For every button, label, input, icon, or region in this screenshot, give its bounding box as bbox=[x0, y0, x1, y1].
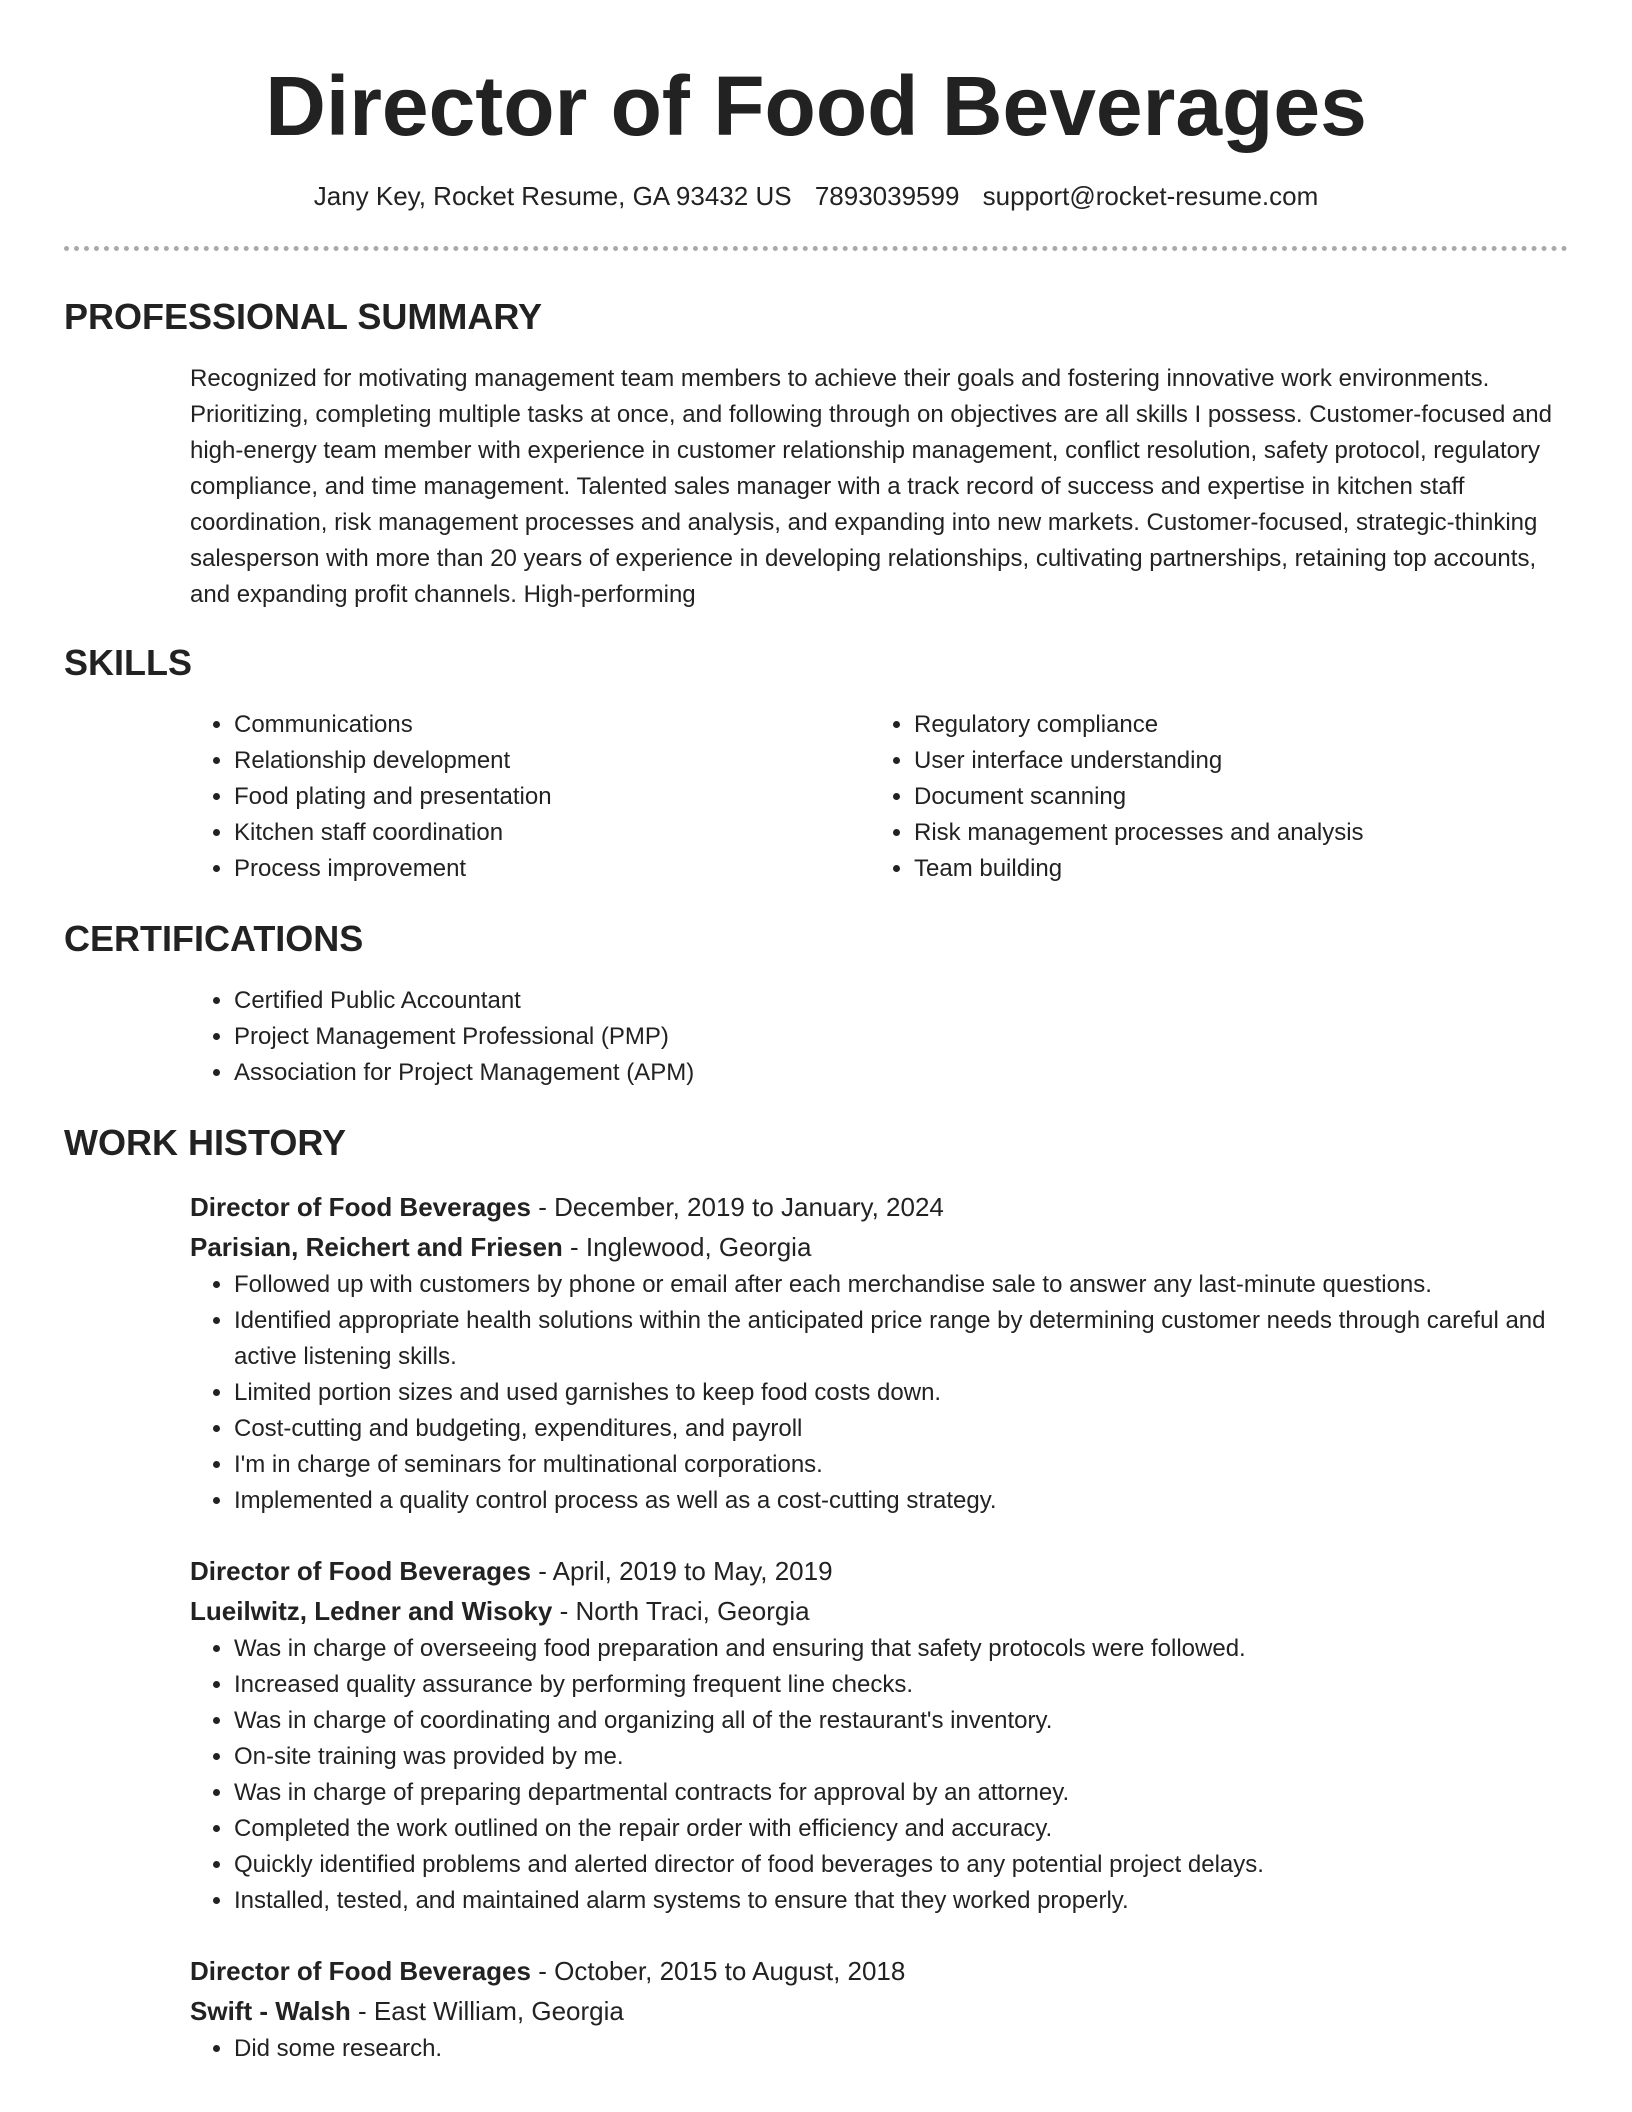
certification-item: • Project Management Professional (PMP) bbox=[234, 1019, 1568, 1055]
skill-item: • Regulatory compliance bbox=[914, 707, 1550, 743]
certification-item: • Certified Public Accountant bbox=[234, 983, 1568, 1019]
certification-item: • Association for Project Management (APM) bbox=[234, 1055, 1568, 1091]
job-dates: - December, 2019 to January, 2024 bbox=[530, 1192, 944, 1222]
skill-item: • Risk management processes and analysis bbox=[914, 815, 1550, 851]
skills-section bbox=[64, 641, 1568, 887]
job-company-line bbox=[190, 1591, 1568, 1631]
job-title: Director of Food Beverages bbox=[190, 1192, 531, 1222]
skill-item: • Process improvement bbox=[234, 851, 870, 887]
skill-item: • Food plating and presentation bbox=[234, 779, 870, 815]
skill-item: • Relationship development bbox=[234, 743, 870, 779]
job-company: Parisian, Reichert and Friesen bbox=[190, 1232, 563, 1262]
job-bullet: • Limited portion sizes and used garnishes to keep food costs down. bbox=[234, 1375, 1568, 1411]
contact-address: Jany Key, Rocket Resume, GA 93432 US bbox=[313, 181, 792, 211]
skill-item: • Team building bbox=[914, 851, 1550, 887]
job-title: Director of Food Beverages bbox=[190, 1956, 531, 1986]
job-bullet: • Was in charge of overseeing food preparation and ensuring that safety protocols were followed. bbox=[234, 1631, 1568, 1667]
job-location: - North Traci, Georgia bbox=[552, 1596, 810, 1626]
job-bullet: • Implemented a quality control process as well as a cost-cutting strategy. bbox=[234, 1483, 1568, 1519]
work-history-section bbox=[64, 1121, 1568, 2067]
skills-column-right bbox=[870, 707, 1550, 887]
summary-heading: PROFESSIONAL SUMMARY bbox=[64, 296, 543, 337]
contact-line bbox=[0, 178, 1632, 214]
header-divider bbox=[64, 246, 1568, 251]
certifications-heading: CERTIFICATIONS bbox=[64, 918, 364, 959]
work-history-heading: WORK HISTORY bbox=[64, 1122, 347, 1163]
job-company: Lueilwitz, Ledner and Wisoky bbox=[190, 1596, 553, 1626]
job-entry bbox=[190, 1187, 1568, 1519]
summary-text: Recognized for motivating management team members to achieve their goals and fostering innovative work environments. Prioritizing, completing multiple tasks at once, and following through on objectives are all skills I possess. Customer-focused and high-energy team member with experience in customer relationship management, conflict resolution, safety protocol, regulatory compliance, and time management. Talented sales manager with a track record of success and expertise in kitchen staff coordination, risk management processes and analysis, and expanding into new markets. Customer-focused, strategic-thinking salesperson with more than 20 years of experience in developing relationships, cultivating partnerships, retaining top accounts, and expanding profit channels. High-performing bbox=[190, 365, 1552, 608]
job-title-line bbox=[190, 1187, 1568, 1227]
job-company: Swift - Walsh bbox=[190, 1996, 351, 2026]
job-company-line bbox=[190, 1991, 1568, 2031]
job-bullet: • I'm in charge of seminars for multinational corporations. bbox=[234, 1447, 1568, 1483]
job-bullet: • Was in charge of preparing departmental contracts for approval by an attorney. bbox=[234, 1775, 1568, 1811]
skills-grid bbox=[190, 707, 1568, 887]
job-location: - East William, Georgia bbox=[350, 1996, 624, 2026]
certifications-section bbox=[64, 917, 1568, 1091]
job-bullet: • On-site training was provided by me. bbox=[234, 1739, 1568, 1775]
job-bullet: • Increased quality assurance by performing frequent line checks. bbox=[234, 1667, 1568, 1703]
job-company-line bbox=[190, 1227, 1568, 1267]
job-bullet: • Cost-cutting and budgeting, expenditures, and payroll bbox=[234, 1411, 1568, 1447]
job-title-line bbox=[190, 1951, 1568, 1991]
contact-email: support@rocket-resume.com bbox=[982, 181, 1319, 211]
resume-header bbox=[0, 0, 1632, 214]
job-bullet: • Identified appropriate health solutions within the anticipated price range by determining customer needs through careful and active listening skills. bbox=[234, 1303, 1568, 1375]
job-dates: - April, 2019 to May, 2019 bbox=[530, 1556, 833, 1586]
job-location: - Inglewood, Georgia bbox=[562, 1232, 812, 1262]
job-bullet: • Did some research. bbox=[234, 2031, 1568, 2067]
skill-item: • User interface understanding bbox=[914, 743, 1550, 779]
skill-item: • Kitchen staff coordination bbox=[234, 815, 870, 851]
job-entry bbox=[190, 1551, 1568, 1919]
job-title: Director of Food Beverages bbox=[190, 1556, 531, 1586]
job-bullet: • Followed up with customers by phone or email after each merchandise sale to answer any last-minute questions. bbox=[234, 1267, 1568, 1303]
skills-heading: SKILLS bbox=[64, 642, 193, 683]
skill-item: • Document scanning bbox=[914, 779, 1550, 815]
job-bullet: • Completed the work outlined on the repair order with efficiency and accuracy. bbox=[234, 1811, 1568, 1847]
skill-item: • Communications bbox=[234, 707, 870, 743]
contact-phone: 7893039599 bbox=[814, 181, 960, 211]
job-bullet: • Quickly identified problems and alerted director of food beverages to any potential project delays. bbox=[234, 1847, 1568, 1883]
job-bullet: • Was in charge of coordinating and organizing all of the restaurant's inventory. bbox=[234, 1703, 1568, 1739]
skills-column-left bbox=[190, 707, 870, 887]
resume-title: Director of Food Beverages bbox=[265, 59, 1367, 153]
job-bullet: • Installed, tested, and maintained alarm systems to ensure that they worked properly. bbox=[234, 1883, 1568, 1919]
job-title-line bbox=[190, 1551, 1568, 1591]
summary-section bbox=[64, 295, 1568, 613]
job-entry bbox=[190, 1951, 1568, 2067]
job-dates: - October, 2015 to August, 2018 bbox=[530, 1956, 906, 1986]
